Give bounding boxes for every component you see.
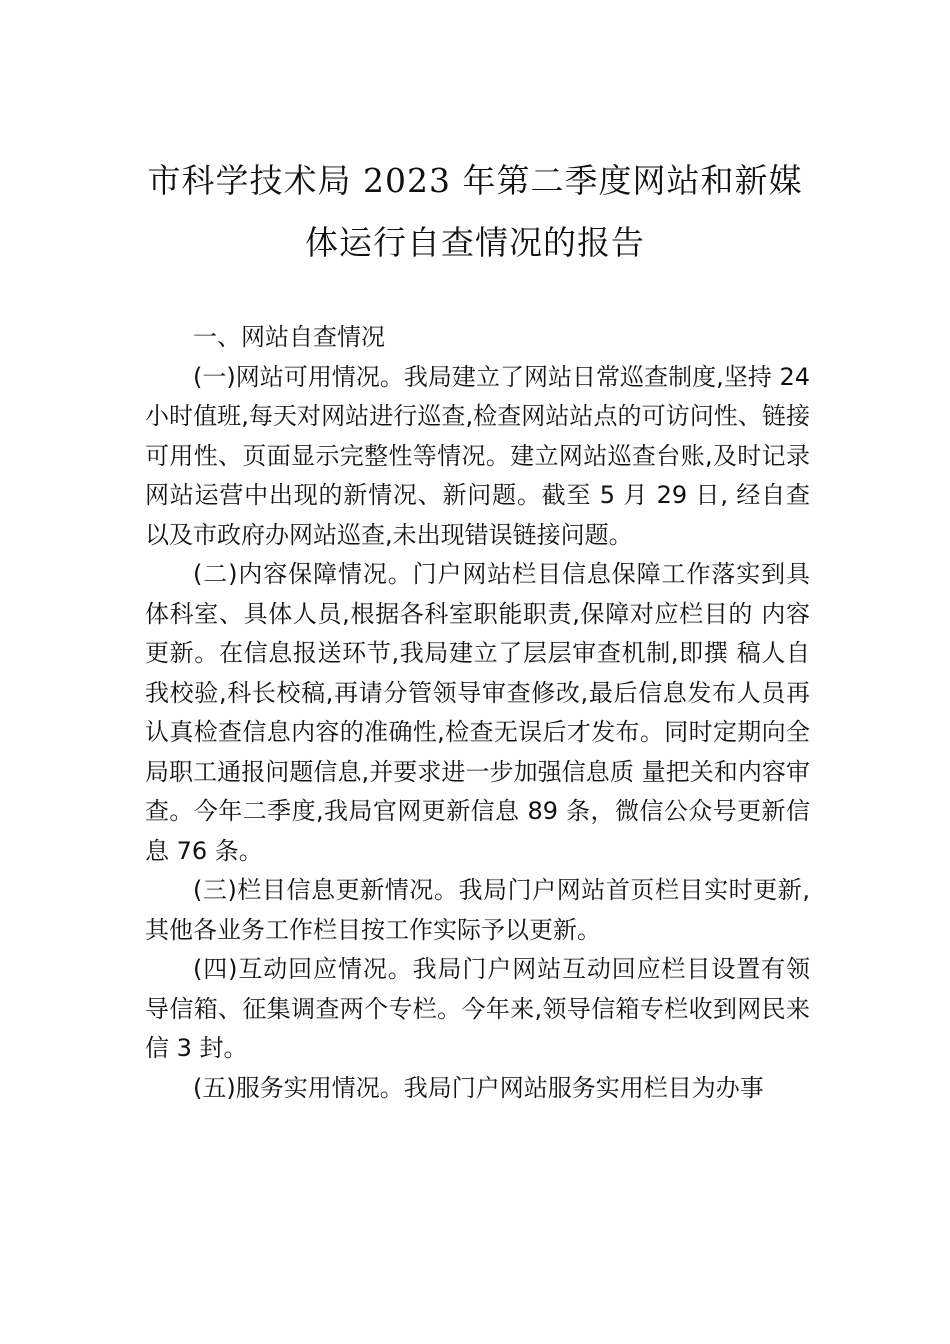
document-title: [100, 150, 850, 274]
title-line-1: 市科学技术局 2023 年第二季度网站和新媒: [147, 161, 803, 200]
paragraph-2: (二)内容保障情况。门户网站栏目信息保障工作落实到具体科室、具体人员,根据各科室职能职责,保障对应栏目的 内容更新。在信息报送环节,我局建立了层层审查机制,即撰 稿人自我校验,科长校稿,再请分管领导审查修改,最后信息发布人员再认真检查信息内容的准确性,检查无误后才发布。同时定期向全局职工通报问题信息,并要求进一步加强信息质 量把关和内容审查。今年二季度,我局官网更新信息 89 条，微信公众号更新信息 76 条。: [145, 560, 810, 865]
paragraph-1: (一)网站可用情况。我局建立了网站日常巡查制度,坚持 24 小时值班,每天对网站进行巡查,检查网站站点的可访问性、链接可用性、页面显示完整性等情况。建立网站巡查台账,及时记录网站运营中出现的新情况、新问题。截至 5 月 29 日, 经自查以及市政府办网站巡查,未出现错误链接问题。: [145, 362, 810, 549]
paragraph-4: (四)互动回应情况。我局门户网站互动回应栏目设置有领导信箱、征集调查两个专栏。今年来,领导信箱专栏收到网民来信 3 封。: [145, 955, 810, 1062]
document-body: [145, 318, 810, 1108]
title-line-2: 体运行自查情况的报告: [305, 223, 645, 262]
section-heading: 一、网站自查情况: [193, 323, 385, 351]
paragraph-5: (五)服务实用情况。我局门户网站服务实用栏目为办事: [193, 1073, 764, 1102]
paragraph-3: (三)栏目信息更新情况。我局门户网站首页栏目实时更新,其他各业务工作栏目按工作实际予以更新。: [145, 876, 810, 944]
